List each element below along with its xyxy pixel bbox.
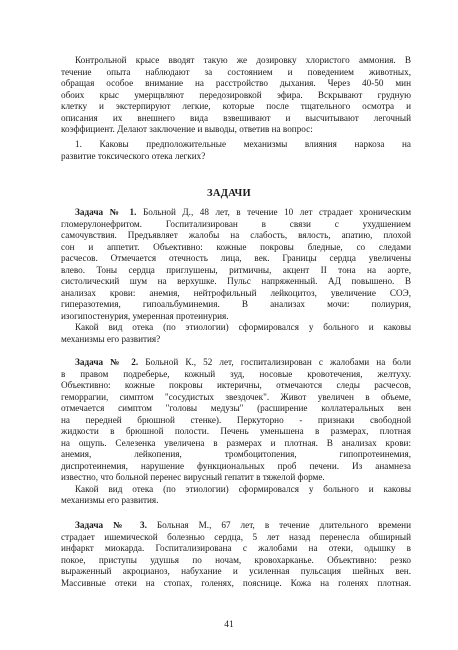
text-line: сон и аппетит. Объективно: кожные покровы бледные, со следами [61, 241, 411, 252]
task-1-first-line [61, 207, 411, 219]
task-3 [61, 520, 411, 589]
text-line: механизмы его развития? [61, 333, 161, 344]
text-line: Объективно: кожные покровы иктеричны, отмечаются следы расчесов, [61, 380, 411, 390]
task-2 [61, 357, 411, 507]
text-line: гломерулонефритом. Госпитализирован в связи с ухудшением [61, 218, 411, 229]
text-line: Какой вид отека (по этиологии) сформировался у больного и каковы [75, 483, 411, 494]
section-heading: ЗАДАЧИ [206, 188, 251, 199]
text-line: развитие токсического отека легких? [61, 150, 206, 161]
text-line: клетку и экстерпируют легкие, которые после тщательного осмотра и [61, 101, 411, 111]
text-line: Больной Д., 48 лет, в течение 10 лет страдает хроническим [142, 207, 411, 217]
page-number: 41 [224, 620, 234, 630]
text-line: Больной К., 52 лет, госпитализирован с жалобами на боли [145, 357, 411, 367]
text-line: анализах крови: анемия, нейтрофильный лейкоцитоз, увеличение СОЭ, [61, 287, 411, 298]
question-paragraph [61, 139, 411, 162]
text-line: жидкости в брюшной полости. Печень уменьшена в размерах, плотная [61, 426, 411, 436]
text-line: механизмы его развития. [61, 495, 159, 505]
task-3-label: Задача № 3. [75, 520, 147, 530]
text-line: обоих крыс умерщвляют передозировкой эфира. Вскрывают грудную [61, 89, 411, 100]
text-line: самочувствия. Предъявляет жалобы на слабость, вялость, апатию, плохой [61, 230, 411, 240]
text-line: влево. Тоны сердца приглушены, ритмичны, акцент II тона на аорте, [61, 264, 411, 275]
text-line: расчесов. Отмечается отечность лица, век. Границы сердца увеличены [61, 253, 411, 263]
text-line: на передней брюшной стенке). Перкуторно - признаки свободной [61, 414, 411, 425]
text-line: течение опыта наблюдают за состоянием и поведением животных, [61, 66, 411, 77]
task-1 [61, 207, 411, 345]
task-1-label: Задача № 1. [75, 207, 137, 217]
text-line: описания их внешнего вида взвешивают и высчитывают легочный [61, 112, 411, 123]
text-line: 1. Каковы предположительные механизмы влияния наркоза на [75, 139, 411, 149]
text-line: выраженный акроцианоз, набухание и усиленная пульсация шейных вен. [61, 566, 411, 576]
text-line: анемия, лейкопения, тромбоцитопения, гипопротеинемия, [61, 449, 411, 459]
task-2-label: Задача № 2. [75, 357, 139, 367]
text-line: Контрольной крысе вводят такую же дозировку хлористого аммония. В [75, 55, 411, 65]
task-3-first-line [61, 520, 411, 532]
text-line: диспротеинемия, нарушение функциональных проб печени. Из анамнеза [61, 460, 411, 471]
text-line: гиперазотемия, гипоальбуминемия. В анализах мочи: полиурия, [61, 299, 411, 309]
text-line: Массивные отеки на стопах, голенях, пояснице. Кожа на голенях плотная. [61, 577, 411, 588]
text-line: страдает ишемической болезнью сердца, 5 лет назад перенесла обширный [61, 531, 411, 542]
text-line: отмечается симптом "головы медузы" (расширение коллатеральных вен [61, 403, 411, 413]
text-line: геморрагии, симптом "сосудистых звездочек". Живот увеличен в объеме, [61, 391, 411, 402]
text-line: Больная М., 67 лет, в течение длительного времени [156, 520, 411, 530]
text-line: систолический шум на верхушке. Пульс напряженный. АД повышено. В [61, 276, 411, 286]
text-line: в правом подреберье, кожный зуд, носовые кровотечения, желтуху. [61, 368, 411, 379]
text-line: Какой вид отека (по этиологии) сформировался у больного и каковы [75, 322, 411, 332]
text-line: на ощупь. Селезенка увеличена в размерах и плотная. В анализах крови: [61, 437, 411, 448]
text-line: обращая особое внимание на расстройство дыхания. Через 40-50 мин [61, 78, 411, 88]
text-line: покое, приступы удушья по ночам, кровохарканье. Объективно: резко [61, 554, 411, 565]
task-2-first-line [61, 357, 411, 369]
text-line: известно, что больной перенес вирусный гепатит в тяжелой форме. [61, 472, 325, 482]
text-line: инфаркт миокарда. Госпитализирована с жалобами на отеки, одышку в [61, 543, 411, 553]
intro-paragraph [61, 55, 411, 136]
text-line: коэффициент. Делают заключение и выводы, ответив на вопрос: [61, 124, 313, 134]
text-line: изогипостенурия, умеренная протеинурия. [61, 310, 229, 321]
